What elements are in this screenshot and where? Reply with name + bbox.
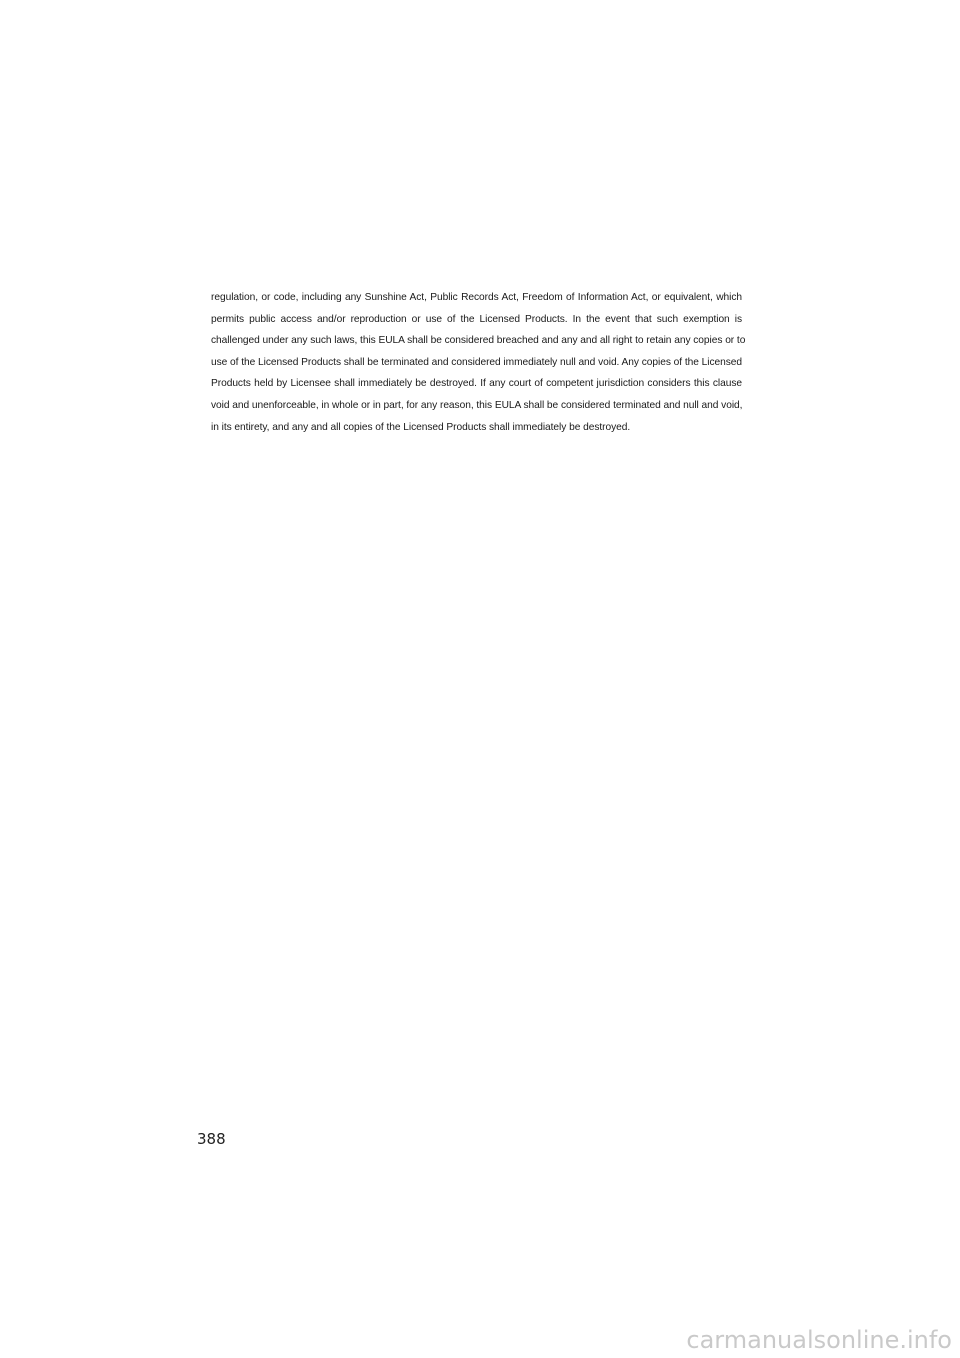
paragraph-line: Products held by Licensee shall immediately be destroyed. If any court of competent jurisdiction considers this clause bbox=[211, 378, 742, 390]
paragraph-line: use of the Licensed Products shall be terminated and considered immediately null and void. Any copies of the Licensed bbox=[211, 356, 743, 368]
paragraph-line: in its entirety, and any and all copies of the Licensed Products shall immediately be destroyed. bbox=[211, 421, 631, 433]
eula-paragraph bbox=[211, 287, 746, 438]
paragraph-line: void and unenforceable, in whole or in part, for any reason, this EULA shall be considered terminated and null and void, bbox=[211, 399, 743, 411]
site-watermark: carmanualsonline.info bbox=[686, 1326, 952, 1354]
paragraph-line: permits public access and/or reproduction or use of the Licensed Products. In the event that such exemption is bbox=[211, 313, 742, 325]
page-number: 388 bbox=[197, 1130, 226, 1148]
paragraph-line: challenged under any such laws, this EULA shall be considered breached and any and all right to retain any copies or to bbox=[211, 335, 746, 347]
paragraph-line: regulation, or code, including any Sunshine Act, Public Records Act, Freedom of Information Act, or equivalent, which bbox=[211, 292, 742, 303]
